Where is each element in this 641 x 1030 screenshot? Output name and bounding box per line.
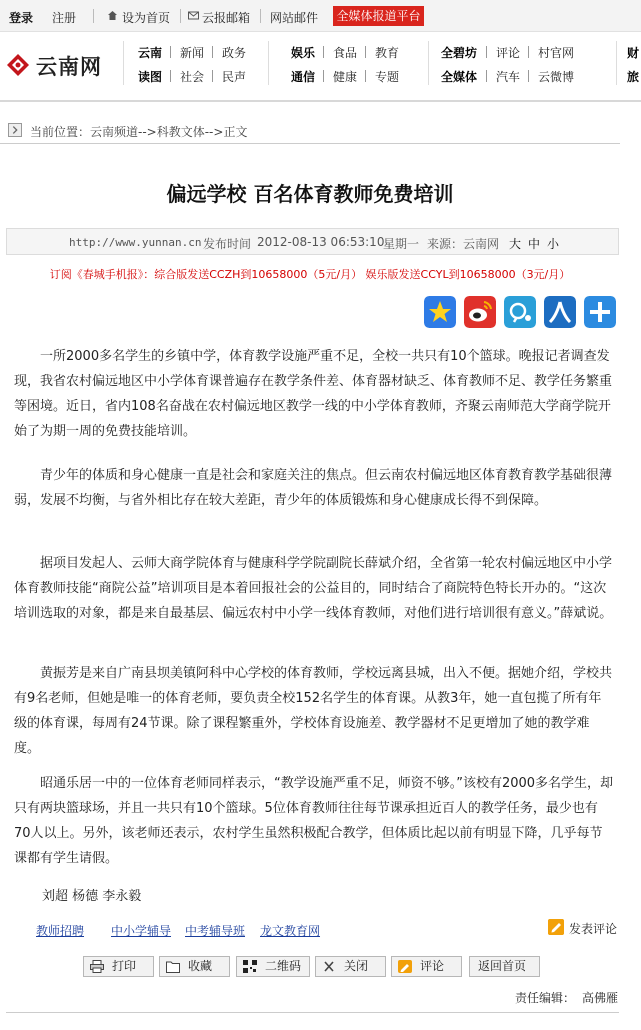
nav-all-media[interactable]: 全媒体: [441, 70, 478, 84]
divider: [486, 46, 487, 58]
folder-icon: [166, 960, 180, 973]
nav-society[interactable]: 社会: [180, 70, 205, 84]
back-home-label: 返回首页: [478, 959, 527, 973]
tencent-weibo-icon[interactable]: [504, 296, 536, 328]
site-url[interactable]: http://www.yunnan.cn: [69, 236, 202, 249]
qrcode-button[interactable]: [236, 956, 310, 977]
close-label: 关闭: [344, 959, 369, 973]
divider: [323, 46, 324, 58]
article-meta: [6, 228, 619, 255]
article-authors: 刘超 杨德 李永毅: [42, 889, 142, 904]
article-paragraph: 青少年的体质和身心健康一直是社会和家庭关注的焦点。但云南农村偏远地区体育教育教学基础很薄弱，发展不均衡，与省外相比存在较大差距，青少年的体质锻炼和身心健康成长得不到保障。: [14, 468, 613, 508]
qrcode-label: 二维码: [265, 959, 302, 973]
qzone-icon[interactable]: [424, 296, 456, 328]
mail-icon: [188, 10, 199, 21]
article-paragraph: 据项目发起人、云师大商学院体育与健康科学学院副院长薛斌介绍，全省第一轮农村偏远地区中小学体育教师技能“商院公益”培训项目是本着回报社会的公益目的，同时结合了商院特色特长开办的。“这次培训选取的对象，都是来自最基层、偏远农村中小学一线体育教师，对他们进行培训很有意义。”薛斌说。: [14, 556, 613, 621]
related-link[interactable]: 中考辅导班: [185, 924, 246, 938]
nav-special[interactable]: 专题: [375, 70, 400, 84]
related-link[interactable]: 中小学辅导: [111, 924, 172, 938]
breadcrumb-path[interactable]: 云南频道-->科教文体-->正文: [90, 125, 248, 139]
footer-divider: [6, 1012, 619, 1013]
login-link[interactable]: 登录: [9, 11, 34, 25]
divider: [170, 46, 171, 58]
nav-auto[interactable]: 汽车: [496, 70, 521, 84]
divider: [93, 9, 94, 23]
nav-news[interactable]: 新闻: [180, 46, 205, 60]
more-share-icon[interactable]: [584, 296, 616, 328]
weibo-icon[interactable]: [464, 296, 496, 328]
divider: [180, 9, 181, 23]
nav-yun-weibo[interactable]: 云微博: [538, 70, 575, 84]
nav-government[interactable]: 政务: [222, 46, 247, 60]
qrcode-icon: [243, 960, 257, 973]
divider: [486, 70, 487, 82]
font-size-medium-button[interactable]: 中: [528, 237, 541, 251]
article-title: 偏远学校 百名体育教师免费培训: [166, 182, 454, 206]
back-home-button[interactable]: [469, 956, 540, 977]
font-size-small-button[interactable]: 小: [547, 237, 560, 251]
divider: [212, 46, 213, 58]
editor-label: 责任编辑：: [515, 991, 576, 1005]
site-header: [0, 33, 641, 95]
source: 来源：云南网: [427, 237, 500, 251]
cloud-mail-link[interactable]: 云报邮箱: [202, 11, 251, 25]
header-divider: [0, 100, 641, 102]
arrow-right-icon: [8, 123, 22, 137]
nav-comment[interactable]: 评论: [496, 46, 521, 60]
breadcrumb-divider: [0, 143, 620, 144]
divider: [428, 41, 429, 85]
publish-label: 发布时间: [203, 237, 252, 251]
breadcrumb-label: 当前位置：: [30, 125, 91, 139]
platform-button[interactable]: 全媒体报道平台: [333, 6, 424, 26]
nav-food[interactable]: 食品: [333, 46, 358, 60]
nav-education[interactable]: 教育: [375, 46, 400, 60]
comment-icon: [398, 960, 412, 973]
publish-time: 2012-08-13 06:53:10: [257, 235, 385, 249]
favorite-label: 收藏: [188, 959, 213, 973]
divider: [616, 41, 617, 85]
nav-telecom[interactable]: 通信: [291, 70, 316, 84]
nav-yunnan[interactable]: 云南: [138, 46, 163, 60]
divider: [528, 46, 529, 58]
nav-finance[interactable]: 财: [627, 46, 640, 60]
nav-entertainment[interactable]: 娱乐: [291, 46, 316, 60]
divider: [323, 70, 324, 82]
related-link[interactable]: 教师招聘: [36, 924, 85, 938]
renren-icon[interactable]: [544, 296, 576, 328]
nav-travel[interactable]: 旅: [627, 70, 640, 84]
divider: [268, 41, 269, 85]
close-button[interactable]: [315, 956, 386, 977]
font-size-large-button[interactable]: 大: [509, 237, 522, 251]
divider: [365, 46, 366, 58]
divider: [123, 41, 124, 85]
divider: [212, 70, 213, 82]
home-icon: [107, 10, 118, 21]
weekday: 星期一: [383, 237, 420, 251]
comment-button[interactable]: [391, 956, 462, 977]
editor-name: 高佛雁: [582, 991, 619, 1005]
breadcrumb: [8, 122, 620, 140]
comment-icon[interactable]: [548, 919, 564, 935]
print-button[interactable]: [83, 956, 154, 977]
related-link[interactable]: 龙文教育网: [260, 924, 321, 938]
nav-photos[interactable]: 读图: [138, 70, 163, 84]
nav-public-voice[interactable]: 民声: [222, 70, 247, 84]
logo-mark-icon: [6, 53, 30, 77]
register-link[interactable]: 注册: [52, 11, 77, 25]
article-paragraph: 昭通乐居一中的一位体育老师同样表示，“教学设施严重不足，师资不够。”该校有2000多名学生，却只有两块篮球场，并且一共只有10个篮球。5位体育教师往往每节课承担近百人的教学任务，最少也有70人以上。另外，该老师还表示，农村学生虽然积极配合教学，但体质比起以前有明显下降，几乎每节课都有学生请假。: [14, 776, 614, 866]
favorite-button[interactable]: [159, 956, 230, 977]
site-mail-link[interactable]: 网站邮件: [270, 11, 319, 25]
divider: [260, 9, 261, 23]
printer-icon: [90, 960, 104, 973]
nav-village-official[interactable]: 村官网: [538, 46, 575, 60]
top-bar: [0, 0, 641, 32]
set-home-link[interactable]: 设为首页: [122, 11, 171, 25]
article-paragraph: 黄振芳是来自广南县坝美镇阿科中心学校的体育教师，学校远离县城，出入不便。据她介绍，学校共有9名老师，但她是唯一的体育老师，要负责全校152名学生的体育课。从教3年，她一直包揽了所有年级的体育课，每周有24节课。除了课程繁重外，学校体育设施差、教学器材不足更增加了她的教学难度。: [14, 666, 613, 756]
nav-health[interactable]: 健康: [333, 70, 358, 84]
breadcrumb-text: [30, 123, 247, 140]
post-comment-link[interactable]: 发表评论: [569, 922, 618, 936]
subscription-promo[interactable]: 订阅《春城手机报》：综合版发送CCZH到10658000（5元/月） 娱乐版发送CCYL到10658000（3元/月）: [49, 268, 571, 281]
divider: [365, 70, 366, 82]
print-label: 打印: [112, 959, 137, 973]
close-icon: [322, 960, 336, 973]
logo-text: 云南网: [36, 54, 102, 79]
nav-quanbifang[interactable]: 全碧坊: [441, 46, 478, 60]
divider: [170, 70, 171, 82]
comment-label: 评论: [420, 959, 445, 973]
article-paragraph: 一所2000多名学生的乡镇中学，体育教学设施严重不足，全校一共只有10个篮球。晚报记者调查发现，我省农村偏远地区中小学体育课普遍存在教学条件差、体育器材缺乏、体育教师不足、教学任务繁重等困境。近日，省内108名奋战在农村偏远地区教学一线的中小学体育教师，齐聚云南师范大学商学院开始了为期一周的免费技能培训。: [14, 349, 613, 439]
divider: [528, 70, 529, 82]
site-logo[interactable]: [6, 49, 116, 79]
